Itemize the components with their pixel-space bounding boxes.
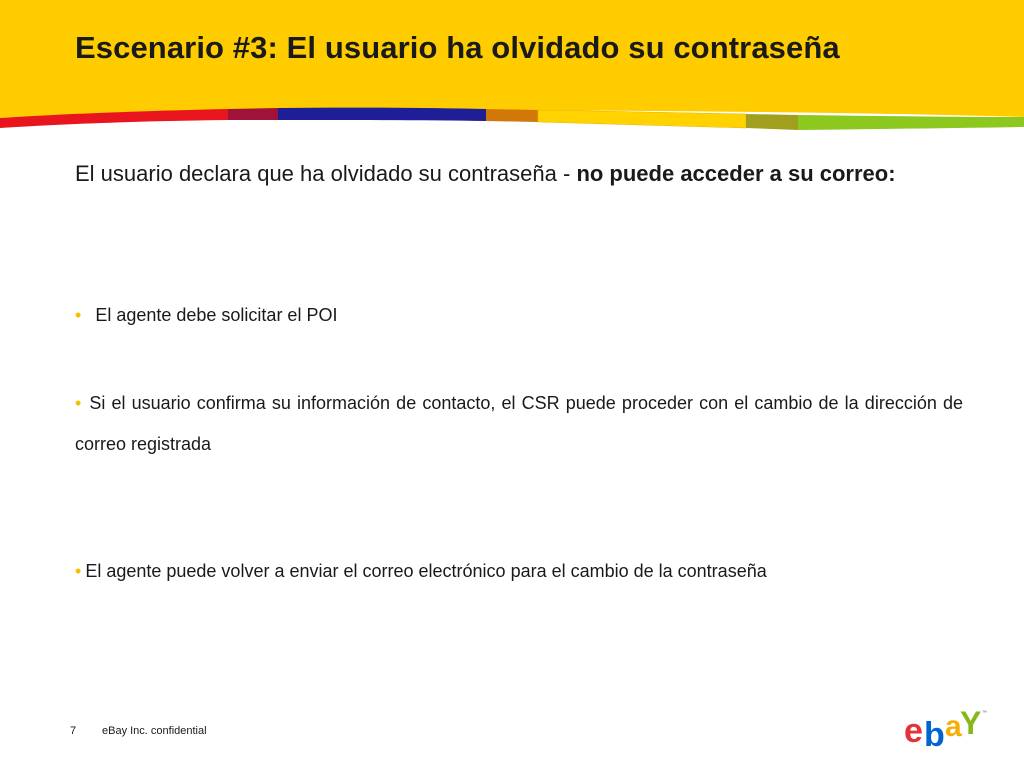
bullet-text: El agente puede volver a enviar el correo electrónico para el cambio de la contraseña bbox=[85, 561, 767, 581]
header-stripe-orange bbox=[486, 109, 538, 122]
bullet-item bbox=[75, 383, 963, 465]
logo-letter-e: e bbox=[904, 712, 921, 750]
page-number: 7 bbox=[70, 725, 77, 737]
lead-bold-text: no puede acceder a su correo: bbox=[576, 161, 896, 186]
header-stripe-blue bbox=[278, 108, 486, 121]
bullet-marker: • bbox=[75, 305, 82, 325]
header-band bbox=[0, 0, 1024, 140]
slide-title: Escenario #3: El usuario ha olvidado su contraseña bbox=[75, 30, 840, 65]
bullet-text: El agente debe solicitar el POI bbox=[95, 305, 338, 325]
lead-text: El usuario declara que ha olvidado su contraseña - bbox=[75, 161, 577, 186]
bullet-text: Si el usuario confirma su información de contacto, el CSR puede proceder con el cambio de la dirección de correo registrada bbox=[75, 393, 963, 454]
bullet-marker: • bbox=[75, 561, 82, 581]
bullet-list bbox=[75, 300, 963, 581]
logo-letter-b: b bbox=[924, 716, 943, 750]
logo-letter-a: a bbox=[945, 710, 960, 743]
lead-paragraph bbox=[75, 158, 955, 189]
header-stripe-maroon bbox=[228, 108, 278, 120]
logo-trademark: ™ bbox=[982, 710, 987, 716]
bullet-marker: • bbox=[75, 393, 82, 413]
bullet-item bbox=[75, 305, 963, 326]
logo-letter-y: Y bbox=[960, 705, 982, 741]
bullet-item bbox=[75, 561, 963, 582]
confidential-notice: eBay Inc. confidential bbox=[102, 725, 207, 737]
ebay-logo bbox=[900, 700, 990, 750]
header-stripe-olive bbox=[746, 114, 798, 130]
